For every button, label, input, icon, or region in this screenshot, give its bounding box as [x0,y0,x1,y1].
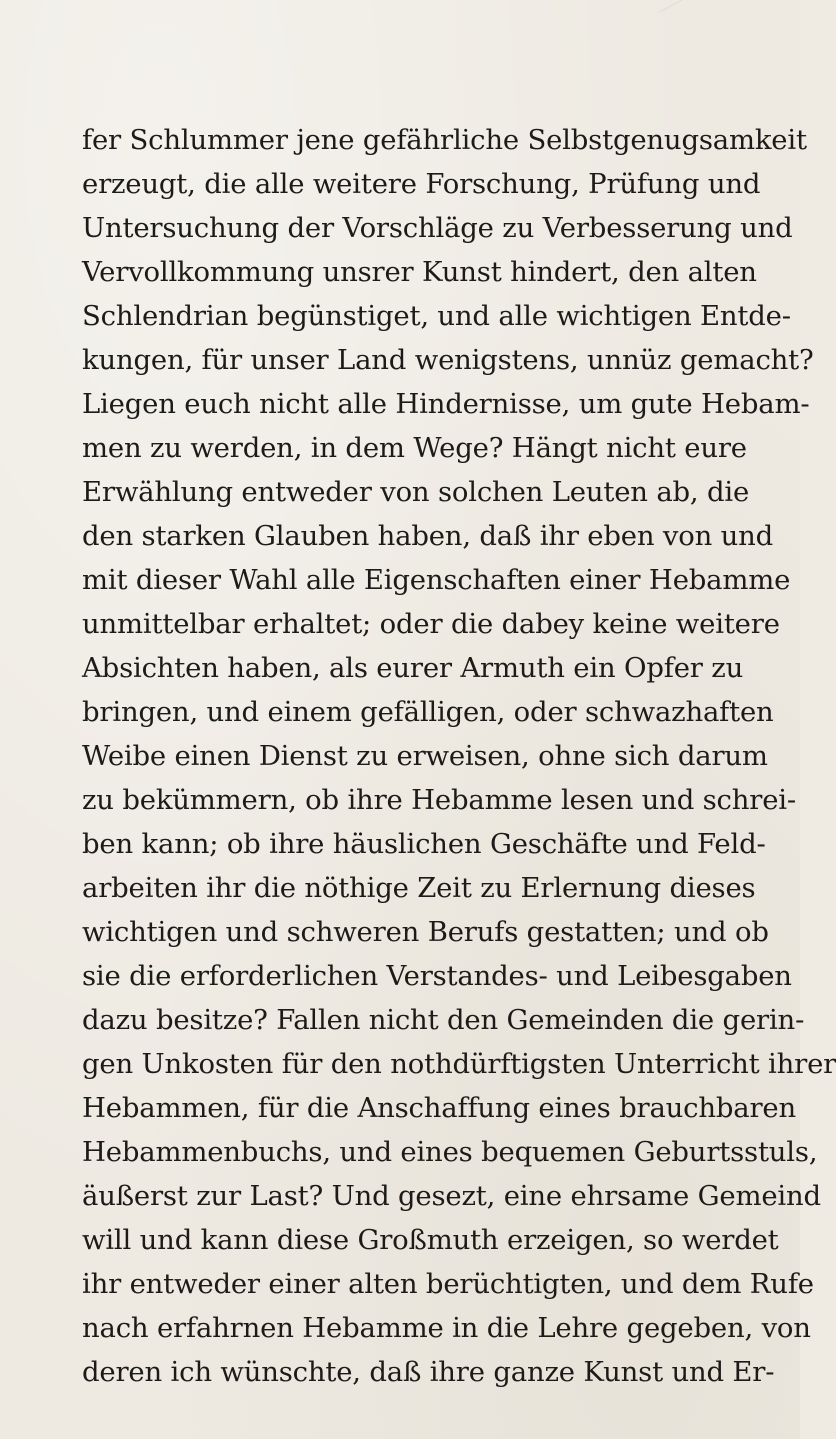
text-line: Untersuchung der Vorschläge zu Verbesserung und [82,212,793,244]
text-line: dazu besitze? Fallen nicht den Gemeinden die gerin- [82,1004,805,1036]
text-line: kungen, für unser Land wenigstens, unnüz gemacht? [82,344,814,376]
text-line: ben kann; ob ihre häuslichen Geschäfte und Feld- [82,828,766,860]
text-line: bringen, und einem gefälligen, oder schwazhaften [82,696,774,728]
fraktur-text-body [82,118,836,1394]
text-line: will und kann diese Großmuth erzeigen, so werdet [82,1224,779,1256]
text-line: wichtigen und schweren Berufs gestatten; und ob [82,916,769,948]
text-line: deren ich wünschte, daß ihre ganze Kunst und Er- [82,1356,775,1388]
text-line: Erwählung entweder von solchen Leuten ab, die [82,476,750,508]
text-line: men zu werden, in dem Wege? Hängt nicht eure [82,432,747,464]
text-line: nach erfahrnen Hebamme in die Lehre gegeben, von [82,1312,811,1344]
text-line: arbeiten ihr die nöthige Zeit zu Erlernung dieses [82,872,756,904]
text-line: Hebammen, für die Anschaffung eines brauchbaren [82,1092,796,1124]
scan-mark [659,0,701,30]
text-line: Vervollkommung unsrer Kunst hindert, den alten [82,256,757,288]
text-line: erzeugt, die alle weitere Forschung, Prüfung und [82,168,761,200]
text-line: fer Schlummer jene gefährliche Selbstgenugsamkeit [82,124,807,156]
text-line: Absichten haben, als eurer Armuth ein Opfer zu [82,652,744,684]
text-line: unmittelbar erhaltet; oder die dabey keine weitere [82,608,780,640]
text-line: Hebammenbuchs, und eines bequemen Geburtsstuls, [82,1136,818,1168]
text-line: sie die erforderlichen Verstandes- und Leibesgaben [82,960,792,992]
text-line: ihr entweder einer alten berüchtigten, und dem Rufe [82,1268,814,1300]
text-line: den starken Glauben haben, daß ihr eben von und [82,520,774,552]
text-line: zu bekümmern, ob ihre Hebamme lesen und schrei- [82,784,796,816]
text-line: Schlendrian begünstiget, und alle wichtigen Entde- [82,300,791,332]
text-line: gen Unkosten für den nothdürftigsten Unterricht ihrer [82,1048,836,1080]
text-line: Weibe einen Dienst zu erweisen, ohne sich darum [82,740,768,772]
text-line: Liegen euch nicht alle Hindernisse, um gute Hebam- [82,388,810,420]
text-line: mit dieser Wahl alle Eigenschaften einer Hebamme [82,564,791,596]
text-line: äußerst zur Last? Und gesezt, eine ehrsame Gemeind [82,1180,821,1212]
